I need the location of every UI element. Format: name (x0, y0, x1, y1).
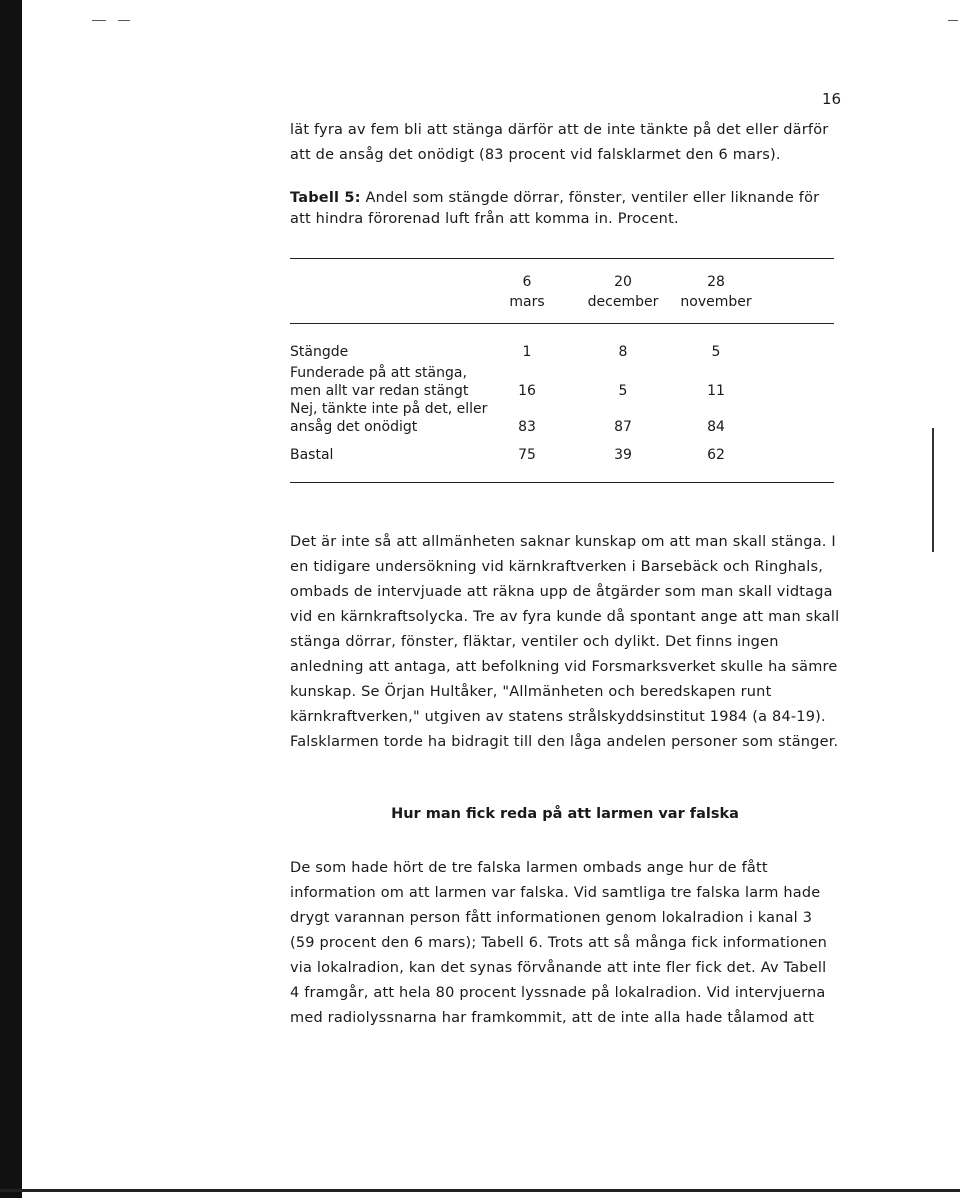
column-month: november (680, 294, 752, 310)
table-rule-top (290, 258, 834, 259)
table-cell: 11 (707, 383, 725, 399)
table-cell: 39 (614, 447, 632, 463)
column-day: 28 (707, 274, 725, 290)
intro-paragraph: lät fyra av fem bli att stänga därför att de inte tänkte på det eller därför att de ansåg det onödigt (83 procent vid falsklarmet den 6 mars). (290, 122, 829, 163)
scan-dash (948, 20, 958, 21)
section-heading: Hur man fick reda på att larmen var falska (391, 806, 739, 822)
page-number: 16 (822, 90, 842, 108)
table-cell: 83 (518, 419, 536, 435)
scan-edge-bottom (0, 1189, 960, 1192)
row-label: Funderade på att stänga, men allt var redan stängt (290, 365, 469, 399)
table-caption (290, 188, 840, 230)
table-cell: 84 (707, 419, 725, 435)
column-day: 6 (522, 274, 532, 290)
scan-mark-right (932, 428, 934, 552)
table-cell: 16 (518, 383, 536, 399)
body-paragraph: Det är inte så att allmänheten saknar kunskap om att man skall stänga. I en tidigare undersökning vid kärnkraftverken i Barsebäck och Ringhals, ombads de intervjuade att räkna upp de åtgärder som man skall vidtaga vid en kärnkraftsolycka. Tre av fyra kunde då spontant ange att man skall stänga dörrar, fönster, fläktar, ventiler och dylikt. Det finns ingen anledning att antaga, att befolkning vid Forsmarksverket skulle ha sämre kunskap. Se Örjan Hultåker, "Allmänheten och beredskapen runt kärnkraftverken," utgiven av statens strålskyddsinstitut 1984 (a 84-19). Falsklarmen torde ha bidragit till den låga andelen personer som stänger. (290, 534, 840, 750)
scan-edge-left (0, 0, 22, 1198)
table-cell: 1 (522, 344, 532, 360)
table-cell: 5 (711, 344, 721, 360)
column-month: mars (509, 294, 545, 310)
column-day: 20 (614, 274, 632, 290)
row-label: Stängde (290, 344, 349, 360)
table-rule-header (290, 323, 834, 324)
table-cell: 75 (518, 447, 536, 463)
table-caption-text: Andel som stängde dörrar, fönster, ventiler eller liknande för att hindra förorenad luft från att komma in. Procent. (290, 190, 820, 227)
row-label: Nej, tänkte inte på det, eller ansåg det onödigt (290, 401, 488, 435)
section-paragraph: De som hade hört de tre falska larmen ombads ange hur de fått information om att larmen var falska. Vid samtliga tre falska larm hade drygt varannan person fått informationen genom lokalradion i kanal 3 (59 procent den 6 mars); Tabell 6. Trots att så många fick informationen via lokalradion, kan det synas förvånande att inte fler fick det. Av Tabell 4 framgår, att hela 80 procent lyssnade på lokalradion. Vid intervjuerna med radiolyssnarna har framkommit, att de inte alla hade tålamod att (290, 860, 828, 1026)
table-caption-label: Tabell 5: (290, 190, 361, 206)
column-header (656, 272, 776, 312)
scan-dash (92, 20, 106, 21)
table-cell: 5 (618, 383, 628, 399)
table-rule-bottom (290, 482, 834, 483)
table-cell: 8 (618, 344, 628, 360)
row-label: Bastal (290, 447, 334, 463)
table-cell: 87 (614, 419, 632, 435)
table-cell: 62 (707, 447, 725, 463)
column-month: december (587, 294, 659, 310)
scan-dash (118, 20, 130, 21)
